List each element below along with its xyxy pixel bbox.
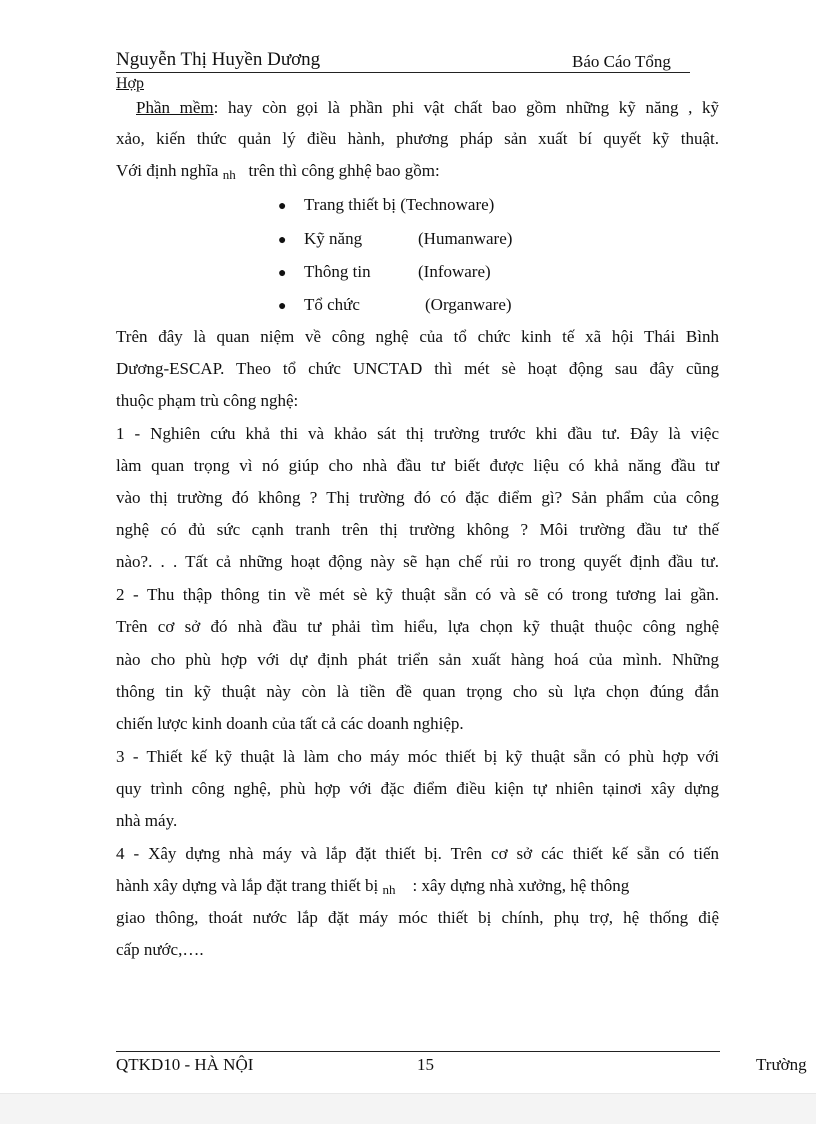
paragraph-text: hành xây dựng và lắp đặt trang thiết bị [116, 876, 379, 895]
paragraph-line: nghệ có đủ sức cạnh tranh trên thị trường không ? Môi trường đầu tư thế [116, 520, 719, 539]
paragraph-text: Với định nghĩa [116, 161, 219, 180]
list-item-english: (Organware) [425, 295, 512, 314]
bullet-icon: ● [278, 299, 287, 314]
paragraph-text: trên thì công ghhệ bao gồm: [248, 161, 440, 180]
list-item [278, 294, 512, 318]
list-item-term: Kỹ năng [304, 229, 363, 248]
paragraph-line: làm quan trọng vì nó giúp cho nhà đầu tư biết được liệu có khả năng đầu tư [116, 456, 719, 475]
paragraph-line: chiến lược kinh doanh của tất cả các doanh nghiệp. [116, 714, 464, 733]
paragraph-line: nào?. . . Tất cả những hoạt động này sẽ hạn chế rủi ro trong quyết định đầu tư. [116, 552, 719, 571]
paragraph-line [116, 160, 719, 183]
list-item-english: (Humanware) [418, 229, 513, 248]
term-phan-mem: Phần mềm [136, 98, 214, 117]
paragraph-line: vào thị trường đó không ? Thị trường đó có đặc điểm gì? Sản phẩm của công [116, 488, 719, 507]
paragraph-line: nhà máy. [116, 811, 178, 830]
paragraph-text: : xây dựng nhà xưởng, hệ thông [412, 876, 630, 895]
header-rule [116, 72, 690, 73]
paragraph-line: 3 - Thiết kế kỹ thuật là làm cho máy móc thiết bị kỹ thuật sẵn có phù hợp với [116, 747, 719, 766]
list-item [278, 194, 494, 218]
paragraph-line [116, 97, 719, 119]
paragraph-line: xảo, kiến thức quản lý điều hành, phương pháp sản xuất bí quyết kỹ thuật. [116, 129, 719, 148]
paragraph-line: nào cho phù hợp với dự định phát triển sản xuất hàng hoá của mình. Những [116, 650, 719, 669]
header-title: Báo Cáo Tổng [572, 52, 671, 71]
paragraph-line: thông tin kỹ thuật này còn là tiền đề quan trọng cho sù lựa chọn đúng đắn [116, 682, 719, 701]
list-item [278, 261, 491, 285]
paragraph-line: thuộc phạm trù công nghệ: [116, 391, 299, 410]
footer-rule [116, 1051, 720, 1052]
page-bottom-margin [0, 1093, 816, 1124]
paragraph-line: 1 - Nghiên cứu khả thi và khảo sát thị trường trước khi đầu tư. Đây là việc [116, 424, 719, 443]
list-item-term: Thông tin [304, 262, 371, 281]
list-item-english: (Technoware) [400, 195, 495, 214]
paragraph-line: giao thông, thoát nước lắp đặt máy móc thiết bị chính, phụ trợ, hệ thống điệ [116, 908, 719, 927]
subscript-text: nh [382, 882, 396, 897]
list-item-term: Trang thiết bị [304, 195, 396, 214]
paragraph-line: Trên cơ sở đó nhà đầu tư phải tìm hiểu, lựa chọn kỹ thuật thuộc công nghệ [116, 617, 719, 636]
bullet-icon: ● [278, 233, 287, 248]
page-number: 15 [417, 1055, 434, 1074]
paragraph-line: quy trình công nghệ, phù hợp với đặc điểm điều kiện tự nhiên tạinơi xây dựng [116, 779, 719, 798]
bullet-icon: ● [278, 266, 287, 281]
list-item [278, 228, 513, 252]
bullet-icon: ● [278, 199, 287, 214]
paragraph-text: : hay còn gọi là phần phi vật chất bao gồm những kỹ năng , kỹ [213, 98, 719, 117]
paragraph-line [116, 875, 719, 898]
paragraph-line: Trên đây là quan niệm về công nghệ của tổ chức kinh tế xã hội Thái Bình [116, 327, 719, 346]
list-item-term: Tổ chức [304, 295, 360, 314]
paragraph-line: cấp nước,…. [116, 940, 204, 959]
header-author: Nguyễn Thị Huyền Dương [116, 49, 321, 70]
paragraph-line: 2 - Thu thập thông tin về mét sè kỹ thuật sẵn có và sẽ có trong tương lai gần. [116, 585, 719, 604]
paragraph-line: Dương-ESCAP. Theo tổ chức UNCTAD thì mét sè hoạt động sau đây cũng [116, 359, 719, 378]
paragraph-line: 4 - Xây dựng nhà máy và lắp đặt thiết bị. Trên cơ sở các thiết kế sẵn có tiến [116, 844, 719, 863]
list-item-english: (Infoware) [418, 262, 491, 281]
footer-left: QTKD10 - HÀ NỘI [116, 1055, 254, 1074]
subscript-text: nh [222, 167, 236, 182]
footer-right: Trường [756, 1055, 807, 1074]
header-title-continued: Hợp [116, 75, 145, 92]
